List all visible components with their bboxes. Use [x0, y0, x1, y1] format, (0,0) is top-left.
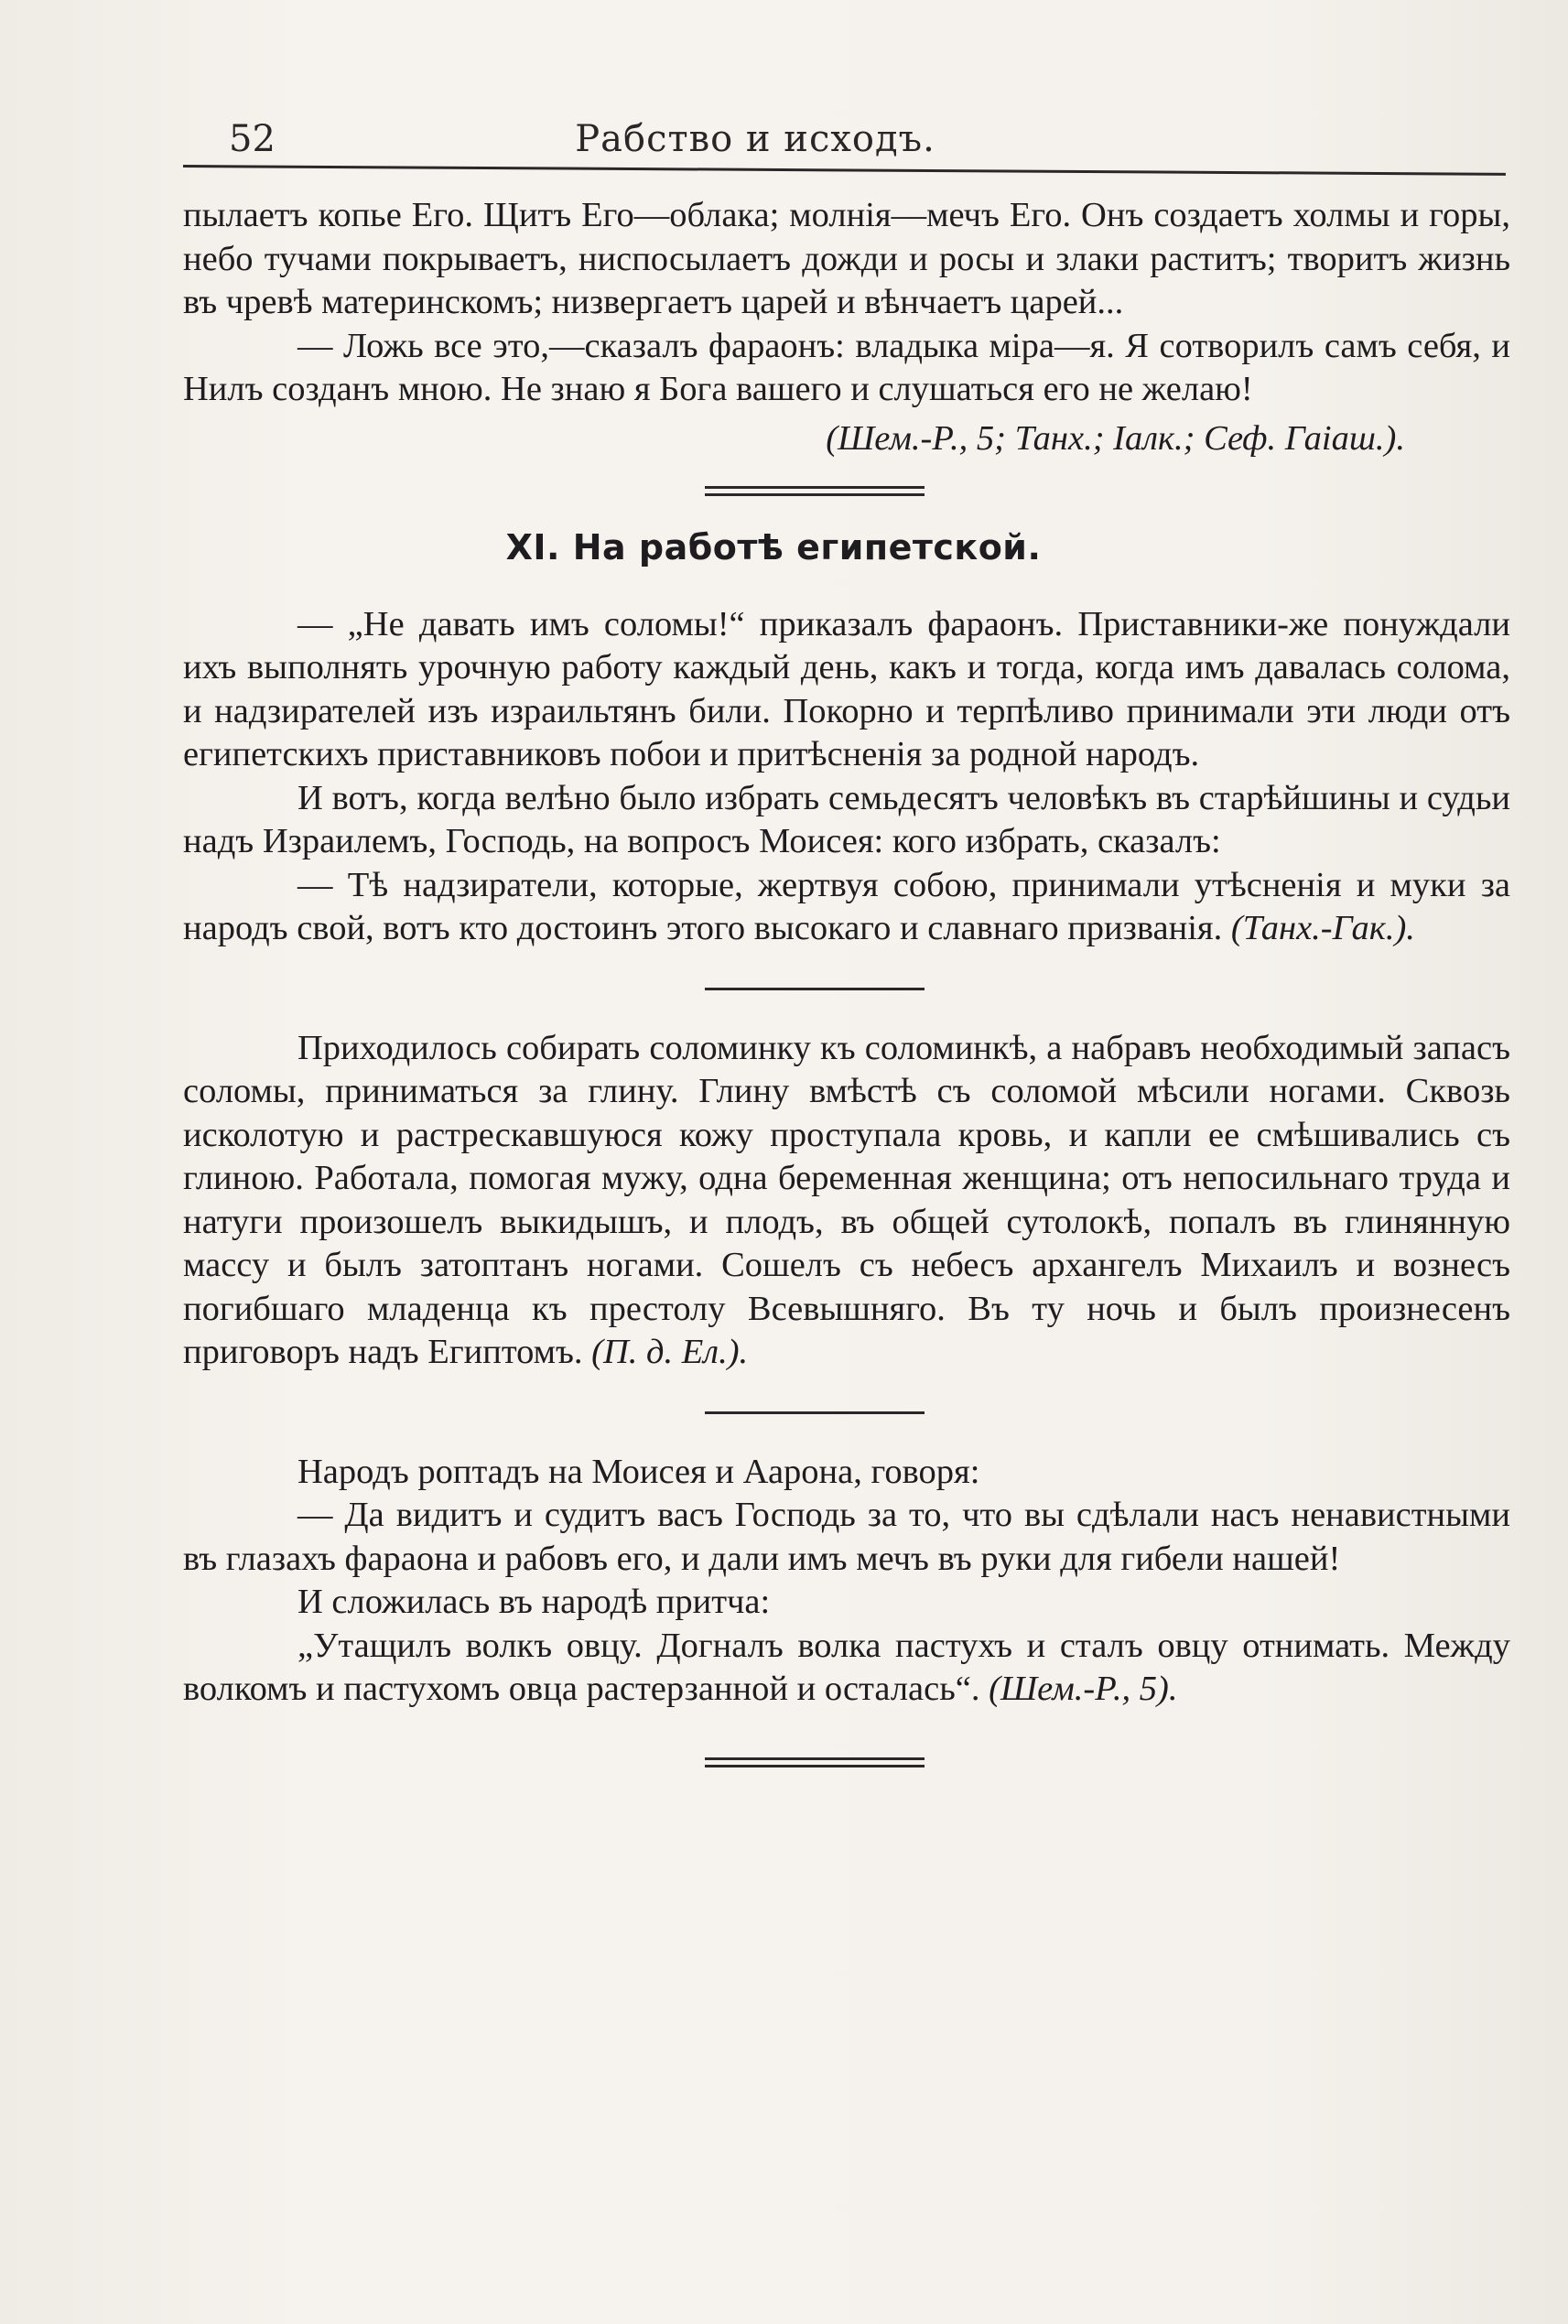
running-title: Рабство и исходъ. [575, 118, 935, 160]
double-rule-divider [705, 1757, 925, 1768]
paragraph-clay-work [183, 1027, 1510, 1375]
paragraph-parable-text: „Утащилъ волкъ овцу. Догналъ волка пастухъ и сталъ овцу отнимать. Между волкомъ и пастухомъ овца растерзанной и осталась“. [183, 1626, 1510, 1708]
paragraph-elders: И вотъ, когда велѣно было избрать семьдесятъ человѣкъ въ старѣйшины и судьи надъ Израилемъ, Господь, на вопросъ Моисея: кого избрать, сказалъ: [183, 778, 1510, 860]
header-rule [183, 165, 1506, 176]
paragraph-overseers-text: — Тѣ надзиратели, которые, жертвуя собою, принимали утѣсненія и муки за народъ свой, вотъ кто достоинъ этого высокаго и славнаго призванія. [183, 865, 1510, 947]
paragraph-overseers [183, 864, 1510, 951]
source-citation: (Танх.-Гак.). [1230, 909, 1415, 947]
paragraph-complaint: — Да видитъ и судитъ васъ Господь за то, что вы сдѣлали насъ ненавистными въ глазахъ фараона и рабовъ его, и дали имъ мечъ въ руки для гибели нашей! [183, 1496, 1510, 1578]
source-citation: (П. д. Ел.). [591, 1333, 749, 1371]
page-header [183, 117, 1501, 172]
body-text [183, 194, 1510, 1768]
page-number: 52 [229, 118, 276, 160]
spacer [183, 990, 1510, 1027]
paragraph-pharaoh-reply: — Ложь все это,—сказалъ фараонъ: владыка міра—я. Я сотворилъ самъ себя, и Нилъ созданъ мною. Не знаю я Бога вашего и слушаться его не желаю! [183, 326, 1510, 408]
source-citation: (Шем.-Р., 5). [989, 1670, 1178, 1708]
paragraph-parable-intro: И сложилась въ народѣ притча: [297, 1583, 771, 1621]
rule-divider [705, 1411, 925, 1414]
source-citation: (Шем.-Р., 5; Танх.; Іалк.; Сеф. Гаіаш.). [826, 418, 1405, 458]
section-title: XI. На работѣ египетской. [505, 527, 1042, 567]
paragraph-clay-work-text: Приходилось собирать соломинку къ соломинкѣ, а набравъ необходимый запасъ соломы, приниматься за глину. Глину вмѣстѣ съ соломой мѣсили ногами. Сквозь исколотую и растрескавшуюся кожу проступала кровь, и капли ее смѣшивались съ глиною. Работала, помогая мужу, одна беременная женщина; отъ непосильнаго труда и натуги произошелъ выкидышъ, и плодъ, въ общей сутолокѣ, попалъ въ глинянную массу и былъ затоптанъ ногами. Сошелъ съ небесъ архангелъ Михаилъ и вознесъ погибшаго младенца къ престолу Всевышняго. Въ ту ночь и былъ произнесенъ приговоръ надъ Египтомъ. [183, 1028, 1510, 1371]
paragraph-people-murmur: Народъ роптадъ на Моисея и Аарона, говоря: [297, 1452, 980, 1491]
double-rule-divider [705, 486, 925, 497]
rule-divider [705, 988, 925, 990]
paragraph-opening: пылаетъ копье Его. Щитъ Его—облака; молнія—мечъ Его. Онъ создаетъ холмы и горы, небо тучами покрываетъ, ниспосылаетъ дожди и росы и злаки раститъ; творитъ жизнь въ чревѣ материнскомъ; низвергаетъ царей и вѣнчаетъ царей... [183, 196, 1510, 321]
paragraph-straw-order: — „Не давать имъ соломы!“ приказалъ фараонъ. Приставники-же понуждали ихъ выполнять урочную работу каждый день, какъ и тогда, когда имъ давалась солома, и надзирателей изъ израильтянъ били. Покорно и терпѣливо принимали эти люди отъ египетскихъ приставниковъ побои и притѣсненія за родной народъ. [183, 604, 1510, 773]
spacer [183, 1414, 1510, 1451]
paragraph-parable [183, 1625, 1510, 1712]
